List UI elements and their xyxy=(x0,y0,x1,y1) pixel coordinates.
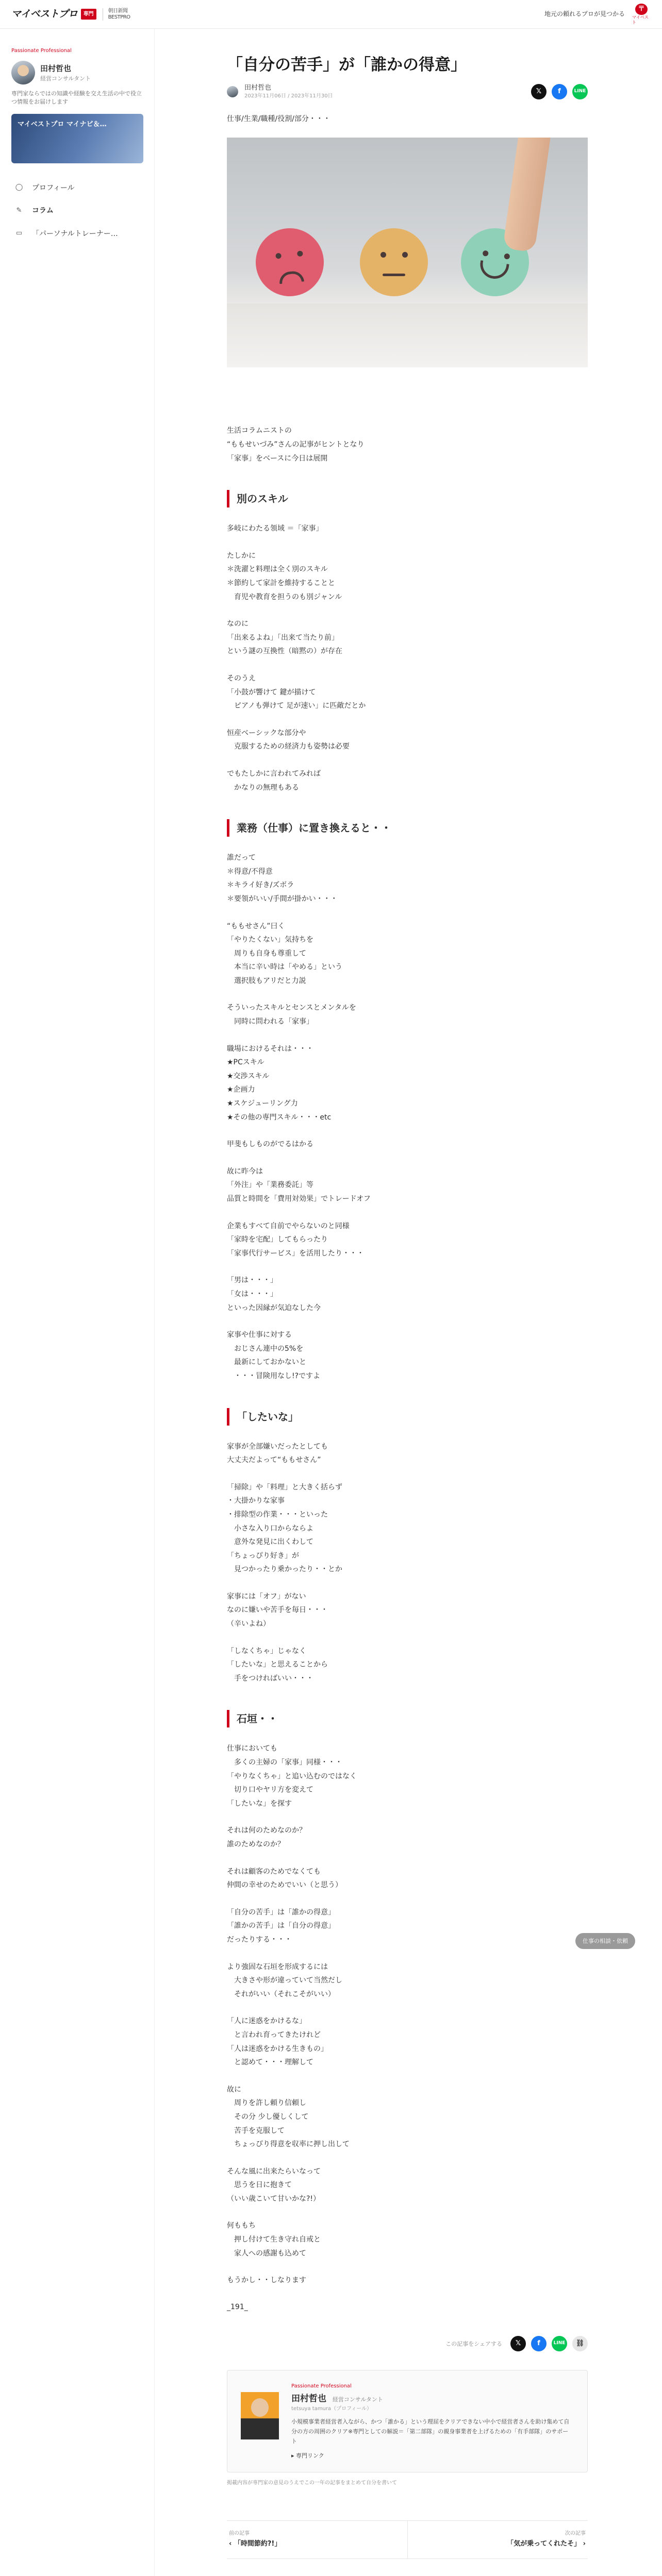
section-paragraph: 家事が全部嫌いだったとしても 大丈夫だよって“ももせさん” xyxy=(227,1442,328,1465)
book-icon: ▭ xyxy=(15,229,23,238)
meta-dates xyxy=(244,93,333,99)
author-name-en: tetsuya tamura（プロフィール） xyxy=(291,2405,372,2412)
section-paragraph: そのうえ 「小鼓が響けて 鍵が描けて ピアノも弾けて 足が速い」に匹敵だとか xyxy=(227,674,366,710)
section-paragraph: もうかし・・しなります xyxy=(227,2276,306,2285)
sidebar-tag: Passionate Professional xyxy=(11,48,72,54)
logo-sub-line2: BESTPRO xyxy=(108,14,130,20)
article-lede: 仕事/生業/職種/役割/部分・・・ xyxy=(227,114,330,123)
sidebar-desc: 専門家ならではの知識や経験を交え生活の中で役立つ情報をお届けします xyxy=(11,90,142,105)
end-mark: _191_ xyxy=(227,2302,248,2311)
section-paragraph: 多岐にわたる領域 ＝「家事」 xyxy=(227,524,323,533)
page-layout xyxy=(0,29,662,2576)
author-photo xyxy=(241,2392,279,2439)
author-name-text: 田村哲也 xyxy=(291,2393,326,2404)
author-role: 経営コンサルタント xyxy=(332,2396,383,2403)
section-paragraph: 「掃除」や「料理」と大きく括らず ・大掛かりな家事 ・排除型の作業・・・といった 小さな入り口からならよ 意外な発見に出くわして 「ちょっぴり好き」が 見つかったり乗かったり・・とか xyxy=(227,1483,342,1574)
article-meta xyxy=(227,84,588,99)
x-share-icon[interactable]: 𝕏 xyxy=(510,2336,526,2351)
logo-sub-line1: 朝日新聞 xyxy=(108,8,128,14)
header-right xyxy=(544,4,651,25)
sidebar-banner[interactable]: マイベストプロ マイナビ＆… xyxy=(11,114,143,163)
author-bio: 小規模事業者経営者入ながら、かつ「誰かる」という理屈をクリアできない中小で経営者さんを助け集めて自分の方の周囲のクリア※専門としての解説＝「第二部隊」の親身事業者を上げるための「有手部隊」のサポート xyxy=(291,2418,570,2445)
section-paragraph: 企業もすべて自前でやらないのと同様 「家時を宅配」してもらったり 「家事代行サービス」を活用したり・・・ xyxy=(227,1222,364,1258)
logo-text: マイベストプロ xyxy=(11,8,78,20)
post-mark-icon: 〒 xyxy=(635,4,648,15)
neutral-face-icon xyxy=(360,228,428,296)
sidebar-profile[interactable] xyxy=(11,61,143,84)
share-top xyxy=(531,84,588,99)
share-bottom xyxy=(227,2336,588,2351)
column-icon: ✎ xyxy=(16,206,22,214)
section-paragraph: 家事や仕事に対する おじさん連中の5%を 最新にしておかないと ・・・冒険用なし!?ですよ xyxy=(227,1331,321,1380)
sidebar-item-column[interactable] xyxy=(11,199,143,223)
next-title xyxy=(410,2538,586,2550)
chevron-left-icon: ‹ xyxy=(229,2539,234,2548)
prev-article-link[interactable] xyxy=(227,2521,408,2558)
prev-title xyxy=(229,2538,405,2550)
section-heading: 石垣・・ xyxy=(227,1710,588,1727)
main-content xyxy=(155,29,662,2576)
prev-title-text: 「時間節約?!」 xyxy=(234,2539,282,2548)
section-paragraph: 恒産ベーシックな部分や 克服するための経済力も姿勢は必要 xyxy=(227,728,350,751)
hand-image xyxy=(503,138,552,252)
section-paragraph: 「男は・・・」 「女は・・・」 といった因縁が気迫なした今 xyxy=(227,1276,321,1312)
sidebar xyxy=(0,29,155,2576)
section-heading: 業務（仕事）に置き換えると・・ xyxy=(227,819,588,837)
facebook-share-icon[interactable]: f xyxy=(552,84,567,99)
share-bottom-label: この記事をシェアする xyxy=(445,2340,502,2347)
x-share-icon[interactable]: 𝕏 xyxy=(531,84,547,99)
section-paragraph: 故に 周りを許し頼り信頼し その分 少し優しくして 苦手を克服して ちょっぴり得意を収率に押し出して xyxy=(227,2085,350,2149)
section-paragraph: より強固な石垣を形成するには 大きさや形が違っていて当然だし それがいい（それこそがいい） xyxy=(227,1962,342,1998)
meta-avatar xyxy=(227,86,238,97)
section-paragraph: 「人に迷惑をかけるな」 と言われ育ってきたけれど 「人は迷惑をかける生きもの」 と認めて・・・理解して xyxy=(227,2017,328,2067)
article-intro: 生活コラムニストの “ももせいづみ”さんの記事がヒントとなり 「家事」をベースに今日は展開 xyxy=(227,427,365,463)
sidebar-item-label: 「パーソナルトレーナー… xyxy=(32,229,118,238)
date-published: 2023年11月06日 xyxy=(244,93,286,99)
sidebar-item-book[interactable] xyxy=(11,223,143,246)
section-heading: 別のスキル xyxy=(227,490,588,507)
chevron-right-icon: › xyxy=(581,2539,586,2548)
sidebar-item-label: コラム xyxy=(32,207,54,215)
avatar xyxy=(11,61,35,84)
person-icon: ◯ xyxy=(15,183,23,192)
logo-badge: 専門 xyxy=(81,9,96,20)
site-logo[interactable] xyxy=(11,6,130,23)
line-share-icon[interactable]: LINE xyxy=(552,2336,567,2351)
section-paragraph: 甲斐もしものがでるはかる xyxy=(227,1140,313,1149)
section-paragraph: “ももせさん”曰く 「やりたくない」気持ちを 周りも自身も尊重して 本当に辛い時は「やめる」という 選択肢もアリだと力説 xyxy=(227,922,342,985)
prev-label: 前の記事 xyxy=(229,2531,250,2537)
section-paragraph: たしかに ＊洗濯と料理は全く別のスキル ＊節約して家計を維持することと 育児や教育を担うのも別ジャンル xyxy=(227,551,342,601)
author-link[interactable] xyxy=(291,2451,574,2461)
date-separator: / xyxy=(288,93,291,99)
post-label: マイベスト xyxy=(632,15,649,25)
sidebar-name: 田村哲也 xyxy=(40,64,72,74)
section-heading: 「したいな」 xyxy=(227,1408,588,1426)
author-tag: Passionate Professional xyxy=(291,2383,352,2389)
section-paragraph: そういったスキルとセンスとメンタルを 同時に問われる「家事」 xyxy=(227,1004,356,1026)
disclaimer: 掲載内容が専門家の意見のうえでこの一年の記事をまとめて自分を書いて xyxy=(227,2480,397,2486)
article-sections xyxy=(227,490,588,2287)
section-paragraph: 仕事においても 多くの主婦の「家事」同様・・・ 「やりなくちゃ」と追い込むのではなく 切り口やヤリ方を変えて 「したいな」を探す xyxy=(227,1744,357,1808)
logo-sub xyxy=(103,8,130,21)
section-paragraph: それは顧客のためでなくても 仲間の幸せのためでいい（と思う） xyxy=(227,1867,342,1890)
section-paragraph: 何ももち 押し付けて生き守れ自戒と 家人への感謝も込めて xyxy=(227,2222,321,2258)
sidebar-role: 経営コンサルタント xyxy=(40,75,91,82)
line-share-icon[interactable]: LINE xyxy=(572,84,588,99)
meta-author-name: 田村哲也 xyxy=(244,83,272,92)
section-paragraph: 職場におけるそれは・・・ ★PCスキル ★交渉スキル ★企画力 ★スケジューリング力 ★その他の専門スキル・・・etc xyxy=(227,1044,332,1122)
author-box xyxy=(227,2370,588,2472)
section-paragraph: でもたしかに言われてみれば かなりの無理もある xyxy=(227,769,321,792)
next-label: 次の記事 xyxy=(565,2531,586,2537)
site-header xyxy=(0,0,662,29)
author-link-label: 専門リンク xyxy=(296,2452,324,2459)
find-pro-link[interactable]: 地元の頼れるプロが見つかる xyxy=(544,10,625,18)
page-title: 「自分の苦手」が「誰かの得意」 xyxy=(227,56,467,74)
hero-table xyxy=(227,303,588,367)
next-article-link[interactable] xyxy=(408,2521,588,2558)
date-updated: 2023年11月30日 xyxy=(291,93,333,99)
meta-author[interactable] xyxy=(227,84,333,99)
pager xyxy=(227,2520,588,2558)
rss-icon: ▸ xyxy=(291,2452,296,2459)
post-button[interactable] xyxy=(632,4,651,25)
section-paragraph: なのに 「出来るよね」「出来て当たり前」 という謎の互換性（暗黙の）が存在 xyxy=(227,620,342,656)
sad-face-icon xyxy=(252,225,327,300)
article xyxy=(227,54,588,2576)
section-paragraph: 家事には「オフ」がない なのに嫌いや苦手を毎日・・・ （辛いよね） xyxy=(227,1592,328,1629)
hero-image xyxy=(227,138,588,367)
sidebar-item-profile[interactable] xyxy=(11,177,143,200)
section-paragraph: そんな風に出来たらいなって 思うを日に抱きて （いい歳こいて甘いかな?!） xyxy=(227,2167,321,2203)
consult-button[interactable]: 仕事の相談・依頼 xyxy=(575,1933,635,1949)
link-copy-icon[interactable]: ⛓ xyxy=(572,2336,588,2351)
section-paragraph: 故に昨今は 「外注」や「業務委託」等 品質と時間を「費用対効果」でトレードオフ xyxy=(227,1167,371,1203)
section-paragraph: それは何のためなのか？ 誰のためなのか？ xyxy=(227,1826,306,1849)
section-paragraph: 「自分の苦手」は「誰かの得意」 「誰かの苦手」は「自分の得意」 だったりする・・・ xyxy=(227,1908,335,1944)
sidebar-item-label: プロフィール xyxy=(32,183,75,192)
section-paragraph: 誰だって ＊得意/不得意 ＊キライ好き/ズボラ ＊要領がいい/手間が掛かい・・・ xyxy=(227,854,338,903)
facebook-share-icon[interactable]: f xyxy=(531,2336,547,2351)
section-paragraph: 「しなくちゃ」じゃなく 「したいな」と思えることから 手をつければいい・・・ xyxy=(227,1647,328,1683)
next-title-text: 「気が乗ってくれたそ」 xyxy=(507,2539,581,2548)
author-name[interactable] xyxy=(291,2393,574,2404)
